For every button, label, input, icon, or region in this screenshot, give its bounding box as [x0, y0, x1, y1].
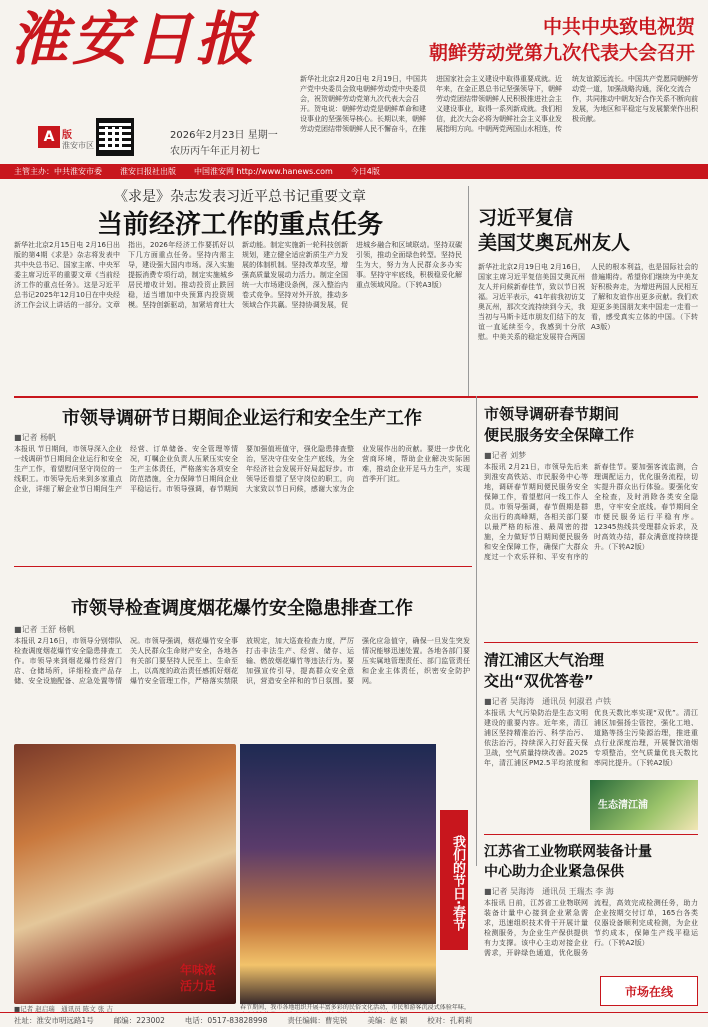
issue-date: 2026年2月23日 星期一	[170, 130, 278, 141]
right-story4-headline-line1: 江苏省工业物联网装备计量	[484, 844, 652, 860]
lead-body: 新华社北京2月15日电 2月16日出版的第4期《求是》杂志将发表中共中央总书记、国家主席、中央军委主席习近平的重要文章《当前经济工作的重点任务》。这是习近平总书记2025年12月10日在中央经济工作会议上讲话的一部分。文章指出，2026年经济工作要抓好以下几方面重点任务。坚持内需主导，建设强大国内市场。深入实施提振消费专项行动，制定实施城乡居民增收计划。推动投资止跌回稳，适当增加中央预算内投资规模。坚持创新驱动，加紧培育壮大新动能。制定实施新一轮科技创新规划，建立健全适应新质生产力发展的体制机制。坚持改革攻坚，增强高质量发展动力活力。制定全国统一大市场建设条例，深入整治内卷式竞争。坚持对外开放，推动多领域合作共赢。坚持协调发展，促进城乡融合和区域联动。坚持双碳引领，推动全面绿色转型。坚持民生为大，努力为人民群众多办实事。坚持守牢底线，积极稳妥化解重点领域风险。（下转A3版）	[14, 241, 462, 309]
right-story-headline-line1: 习近平复信	[478, 207, 574, 229]
right-story4-byline: ■记者 吴海涛 通讯员 王瑞杰 李 海	[484, 887, 614, 896]
lunar-date: 农历丙午年正月初七	[170, 146, 260, 157]
column-divider	[468, 186, 469, 396]
festival-photo-right	[240, 744, 436, 1004]
footer-address: 社址：淮安市明远路1号	[14, 1015, 94, 1025]
qr-code-icon	[96, 118, 134, 156]
right-story2-headline-line1: 市领导调研春节期间	[484, 405, 620, 423]
footer-postcode: 邮编：223002	[113, 1015, 165, 1025]
head-news-title	[415, 14, 695, 66]
right-story4-headline	[484, 842, 699, 882]
footer-designer: 美编：赵 颖	[367, 1015, 408, 1025]
publisher-info: 主管主办：中共淮安市委	[14, 167, 102, 176]
head-news-title-line1: 中共中央致电祝贺	[542, 16, 695, 38]
market-online-ad	[600, 976, 698, 1006]
right-story-headline-line2: 美国艾奥瓦州友人	[478, 232, 631, 254]
story3-body: 本报讯 2月16日，市领导分别带队检查调度烟花爆竹安全隐患排查工作。市领导来到烟花爆竹经营门店、仓储场所，详细检查产品存储、安全设施配备、应急处置等情况。市领导强调，烟花爆竹安全事关人民群众生命财产安全，各地各有关部门要坚持人民至上、生命至上，以高度的政治责任感抓好烟花爆竹安全管理工作，严格落实禁限放规定，加大巡查检查力度，严厉打击非法生产、经营、储存、运输、燃放烟花爆竹等违法行为。要加强宣传引导，提高群众安全意识，营造安全祥和的节日氛围。要强化应急值守，确保一旦发生突发情况能够迅速处置。各地各部门要压实属地管理责任、部门监管责任和企业主体责任，织密安全防护网。	[14, 637, 470, 685]
right-story4-headline-line2: 中心助力企业紧急保供	[484, 864, 624, 880]
photo-credit: ■记者 赵启瑞 通讯员 陈文 张 吉	[14, 1005, 113, 1013]
right-story3-byline: ■记者 吴海涛 通讯员 何淑君 卢铁	[484, 697, 612, 706]
right-story4-body: 本报讯 日前，江苏省工业物联网装备计量中心接到企业紧急需求，迅速组织技术骨干开展计量检测服务，为企业生产保供提供有力支撑。该中心主动对接企业需求，开辟绿色通道，优化服务流程，高效完成检测任务，助力企业按期交付订单，165台各类仪器设备顺利完成检测，为企业节约成本，保障生产线平稳运行。（下转A2版）	[484, 899, 698, 957]
section-rule	[14, 396, 698, 398]
masthead-info-bar	[0, 164, 708, 179]
photo-slogan	[180, 962, 216, 994]
edition-suffix: 版	[62, 130, 72, 141]
right-story2-headline-line2: 便民服务安全保障工作	[484, 426, 635, 444]
right-story2-headline	[484, 404, 699, 446]
market-online-label: 市场在线	[624, 984, 673, 999]
footer-editor: 责任编辑：曹宪锐	[287, 1015, 348, 1025]
right-story3-headline	[484, 650, 699, 692]
section-rule-2	[14, 566, 472, 567]
footer-phone: 电话：0517-83828998	[184, 1015, 268, 1025]
head-news-body: 新华社北京2月20日电 2月19日，中国共产党中央委员会致电朝鲜劳动党中央委员会，祝贺朝鲜劳动党第九次代表大会召开。贺电说：朝鲜劳动党是朝鲜革命和建设事业的坚强领导核心。长期以来，朝鲜劳动党团结带领朝鲜人民不懈奋斗，在推进国家社会主义建设中取得重要成就。近年来，在金正恩总书记坚强领导下，朝鲜劳动党团结带领朝鲜人民积极推进社会主义建设事业，取得一系列新成就。我们相信，此次大会必将为朝鲜社会主义事业发展指明方向。中朝两党两国山水相连，传统友谊源远流长。中国共产党愿同朝鲜劳动党一道，加强战略沟通，深化交流合作，共同推动中朝友好合作关系不断向前发展，为地区和平稳定与发展繁荣作出积极贡献。	[300, 75, 698, 133]
masthead-logo: 淮安日报	[10, 5, 259, 73]
right-story2-body: 本报讯 2月21日，市领导先后来到淮安高铁站、市民服务中心等地，调研春节期间便民服务安全保障工作，看望慰问一线工作人员。市领导强调，春节假期是群众出行的高峰期，各相关部门要以最严格的标准、最周密的措施，全力做好节日期间便民服务和安全保障工作，确保广大群众度过一个欢乐祥和、平安有序的新春佳节。要加强客流监测，合理调配运力，优化服务流程，切实提升群众出行体验。要强化安全检查，及时消除各类安全隐患，守牢安全底线。春节期间全市便民服务运行平稳有序。12345热线共受理群众诉求，及时高效办结，群众满意度持续提升。（下转A2版）	[484, 463, 698, 561]
head-news-title-line2: 朝鲜劳动党第九次代表大会召开	[428, 42, 695, 64]
column-divider-2	[476, 396, 477, 866]
right-story2-byline: ■记者 刘梦	[484, 451, 527, 460]
story2-headline: 市领导调研节日期间企业运行和安全生产工作	[62, 408, 422, 429]
right-story3-headline-line1: 清江浦区大气治理	[484, 651, 605, 669]
story3-headline: 市领导检查调度烟花爆竹安全隐患排查工作	[71, 598, 413, 619]
story3-byline: ■记者 王舒 杨帆	[14, 625, 75, 634]
edition-note: 淮安市区	[62, 141, 94, 150]
publisher-name: 淮安日报社出版	[120, 167, 176, 176]
festival-stamp: 我们的节日·春节	[440, 810, 468, 950]
footer-proof: 校对：孔莉莉	[427, 1015, 473, 1025]
lead-kicker: 《求是》杂志发表习近平总书记重要文章	[114, 189, 366, 205]
website-info: 中国淮安网 http://www.hanews.com	[194, 167, 333, 176]
page-count: 今日4版	[350, 167, 380, 176]
photo-slogan-line2: 活力足	[180, 979, 217, 993]
right-story3-body: 本报讯 大气污染防治是生态文明建设的重要内容。近年来，清江浦区坚持精准治污、科学治污、依法治污，持续深入打好蓝天保卫战，空气质量持续改善。2025年，清江浦区PM2.5平均浓度和优良天数比率实现“双优”。清江浦区加强扬尘管控，强化工地、道路等扬尘污染源治理，推进重点行业深度治理，开展餐饮油烟专项整治，空气质量优良天数比率同比提升。（下转A2版）	[484, 709, 698, 767]
ecology-photo	[590, 780, 698, 830]
photo-caption: 春节期间，我市各地组织开展丰富多彩的民俗文化活动，市民和游客沉浸式体验年味，	[240, 1004, 470, 1011]
photo-slogan-line1: 年味浓	[180, 963, 217, 977]
right-story3-headline-line2: 交出“双优答卷”	[484, 672, 594, 690]
edition-badge: A	[38, 126, 60, 148]
right-story-body: 新华社北京2月19日电 2月16日，国家主席习近平复信美国艾奥瓦州友人并问候新春佳节，致以节日祝福。习近平表示，41年前我初访艾奥瓦州，那次交流持续到今天，我当初与马斯卡廷市朋友们结下的友谊一直延续至今，我感到十分欣慰。中美关系的稳定发展符合两国人民的根本利益，也是国际社会的普遍期待。希望你们继续为中美友好积极奔走，为增进两国人民相互了解和友谊作出更多贡献。我们欢迎更多美国朋友来中国走一走看一看，感受真实立体的中国。（下转A3版）	[478, 263, 698, 341]
right-story-headline	[478, 206, 698, 256]
ecology-photo-label: 生态清江浦	[598, 800, 648, 811]
page-footer	[0, 1012, 708, 1027]
story2-body: 本报讯 节日期间，市领导深入企业一线调研节日期间企业运行和安全生产工作，看望慰问坚守岗位的一线职工。市领导先后来到多家重点企业，详细了解企业节日期间生产经营、订单储备、安全管理等情况，叮嘱企业负责人压紧压实安全生产主体责任，严格落实各项安全防范措施，全力保障节日期间企业平稳运行。市领导强调，春节期间要加强值班值守，强化隐患排查整治，坚决守住安全生产底线，为全年经济社会发展开好局起好步。市领导还看望了坚守岗位的职工，向大家致以节日问候，感谢大家为企业发展作出的贡献。要进一步优化营商环境，帮助企业解决实际困难，推动企业开足马力生产，实现首季开门红。	[14, 445, 470, 493]
lead-headline: 当前经济工作的重点任务	[96, 210, 383, 240]
story2-byline: ■记者 杨帆	[14, 433, 57, 442]
section-rule-4	[484, 834, 698, 835]
section-rule-3	[484, 642, 698, 643]
